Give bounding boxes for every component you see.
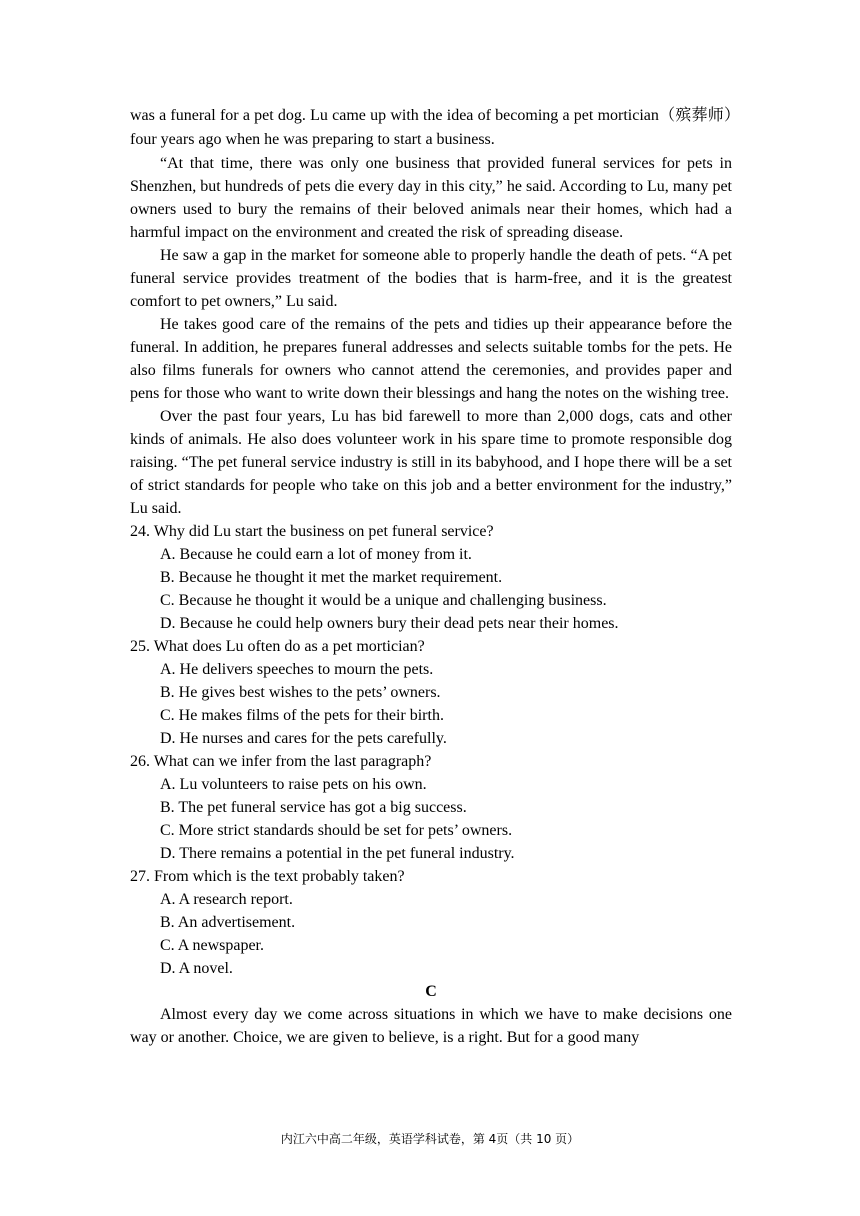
option-d: D. There remains a potential in the pet funeral industry. (160, 845, 515, 862)
option-b: B. The pet funeral service has got a big success. (160, 799, 467, 816)
option-a: A. Because he could earn a lot of money from it. (160, 546, 472, 563)
option-d: D. Because he could help owners bury their dead pets near their homes. (160, 615, 619, 632)
section-c-heading: C (425, 983, 437, 1000)
passage-paragraph-1: “At that time, there was only one business that provided funeral services for pets in Shenzhen, but hundreds of pets die every day in this city,” he said. According to Lu, many pet owners used to bury the remains of their beloved animals near their homes, which had a harmful impact on the environment and created the risk of spreading disease. (130, 155, 732, 241)
question-stem: 26. What can we infer from the last paragraph? (130, 753, 432, 770)
option-a: A. He delivers speeches to mourn the pets. (160, 661, 434, 678)
question-25 (130, 635, 732, 750)
option-c: C. He makes films of the pets for their birth. (160, 707, 444, 724)
passage-paragraph-4: Over the past four years, Lu has bid farewell to more than 2,000 dogs, cats and other kinds of animals. He also does volunteer work in his spare time to promote responsible dog raising. “The pet funeral service industry is still in its babyhood, and I hope there will be a set of strict standards for people who take on this job and a better environment for the industry,” Lu said. (130, 408, 732, 517)
question-stem: 24. Why did Lu start the business on pet funeral service? (130, 523, 494, 540)
option-c: C. More strict standards should be set for pets’ owners. (160, 822, 513, 839)
option-b: B. Because he thought it met the market requirement. (160, 569, 503, 586)
section-c-paragraph-0: Almost every day we come across situations in which we have to make decisions one way or another. Choice, we are given to believe, is a right. But for a good many (130, 1006, 732, 1046)
option-a: A. A research report. (160, 891, 293, 908)
exam-page-body (130, 104, 732, 1049)
option-b: B. He gives best wishes to the pets’ owners. (160, 684, 441, 701)
passage-paragraph-0: was a funeral for a pet dog. Lu came up with the idea of becoming a pet mortician（殡葬师）four years ago when he was preparing to start a business. (130, 107, 732, 148)
option-b: B. An advertisement. (160, 914, 296, 931)
question-stem: 25. What does Lu often do as a pet mortician? (130, 638, 425, 655)
option-c: C. Because he thought it would be a unique and challenging business. (160, 592, 607, 609)
passage-paragraph-3: He takes good care of the remains of the pets and tidies up their appearance before the funeral. In addition, he prepares funeral addresses and selects suitable tombs for the pets. He also films funerals for owners who cannot attend the ceremonies, and provides paper and pens for those who want to write down their blessings and hang the notes on the wishing tree. (130, 316, 732, 402)
question-27 (130, 865, 732, 980)
question-26 (130, 750, 732, 865)
page-footer: 内江六中高二年级，英语学科试卷，第 4页（共 10 页） (280, 1132, 580, 1146)
question-24 (130, 520, 732, 635)
question-stem: 27. From which is the text probably taken? (130, 868, 405, 885)
option-a: A. Lu volunteers to raise pets on his own. (160, 776, 427, 793)
passage-paragraph-2: He saw a gap in the market for someone able to properly handle the death of pets. “A pet funeral service provides treatment of the bodies that is harm-free, and it is the greatest comfort to pet owners,” Lu said. (130, 247, 732, 310)
option-c: C. A newspaper. (160, 937, 264, 954)
option-d: D. A novel. (160, 960, 233, 977)
option-d: D. He nurses and cares for the pets carefully. (160, 730, 447, 747)
